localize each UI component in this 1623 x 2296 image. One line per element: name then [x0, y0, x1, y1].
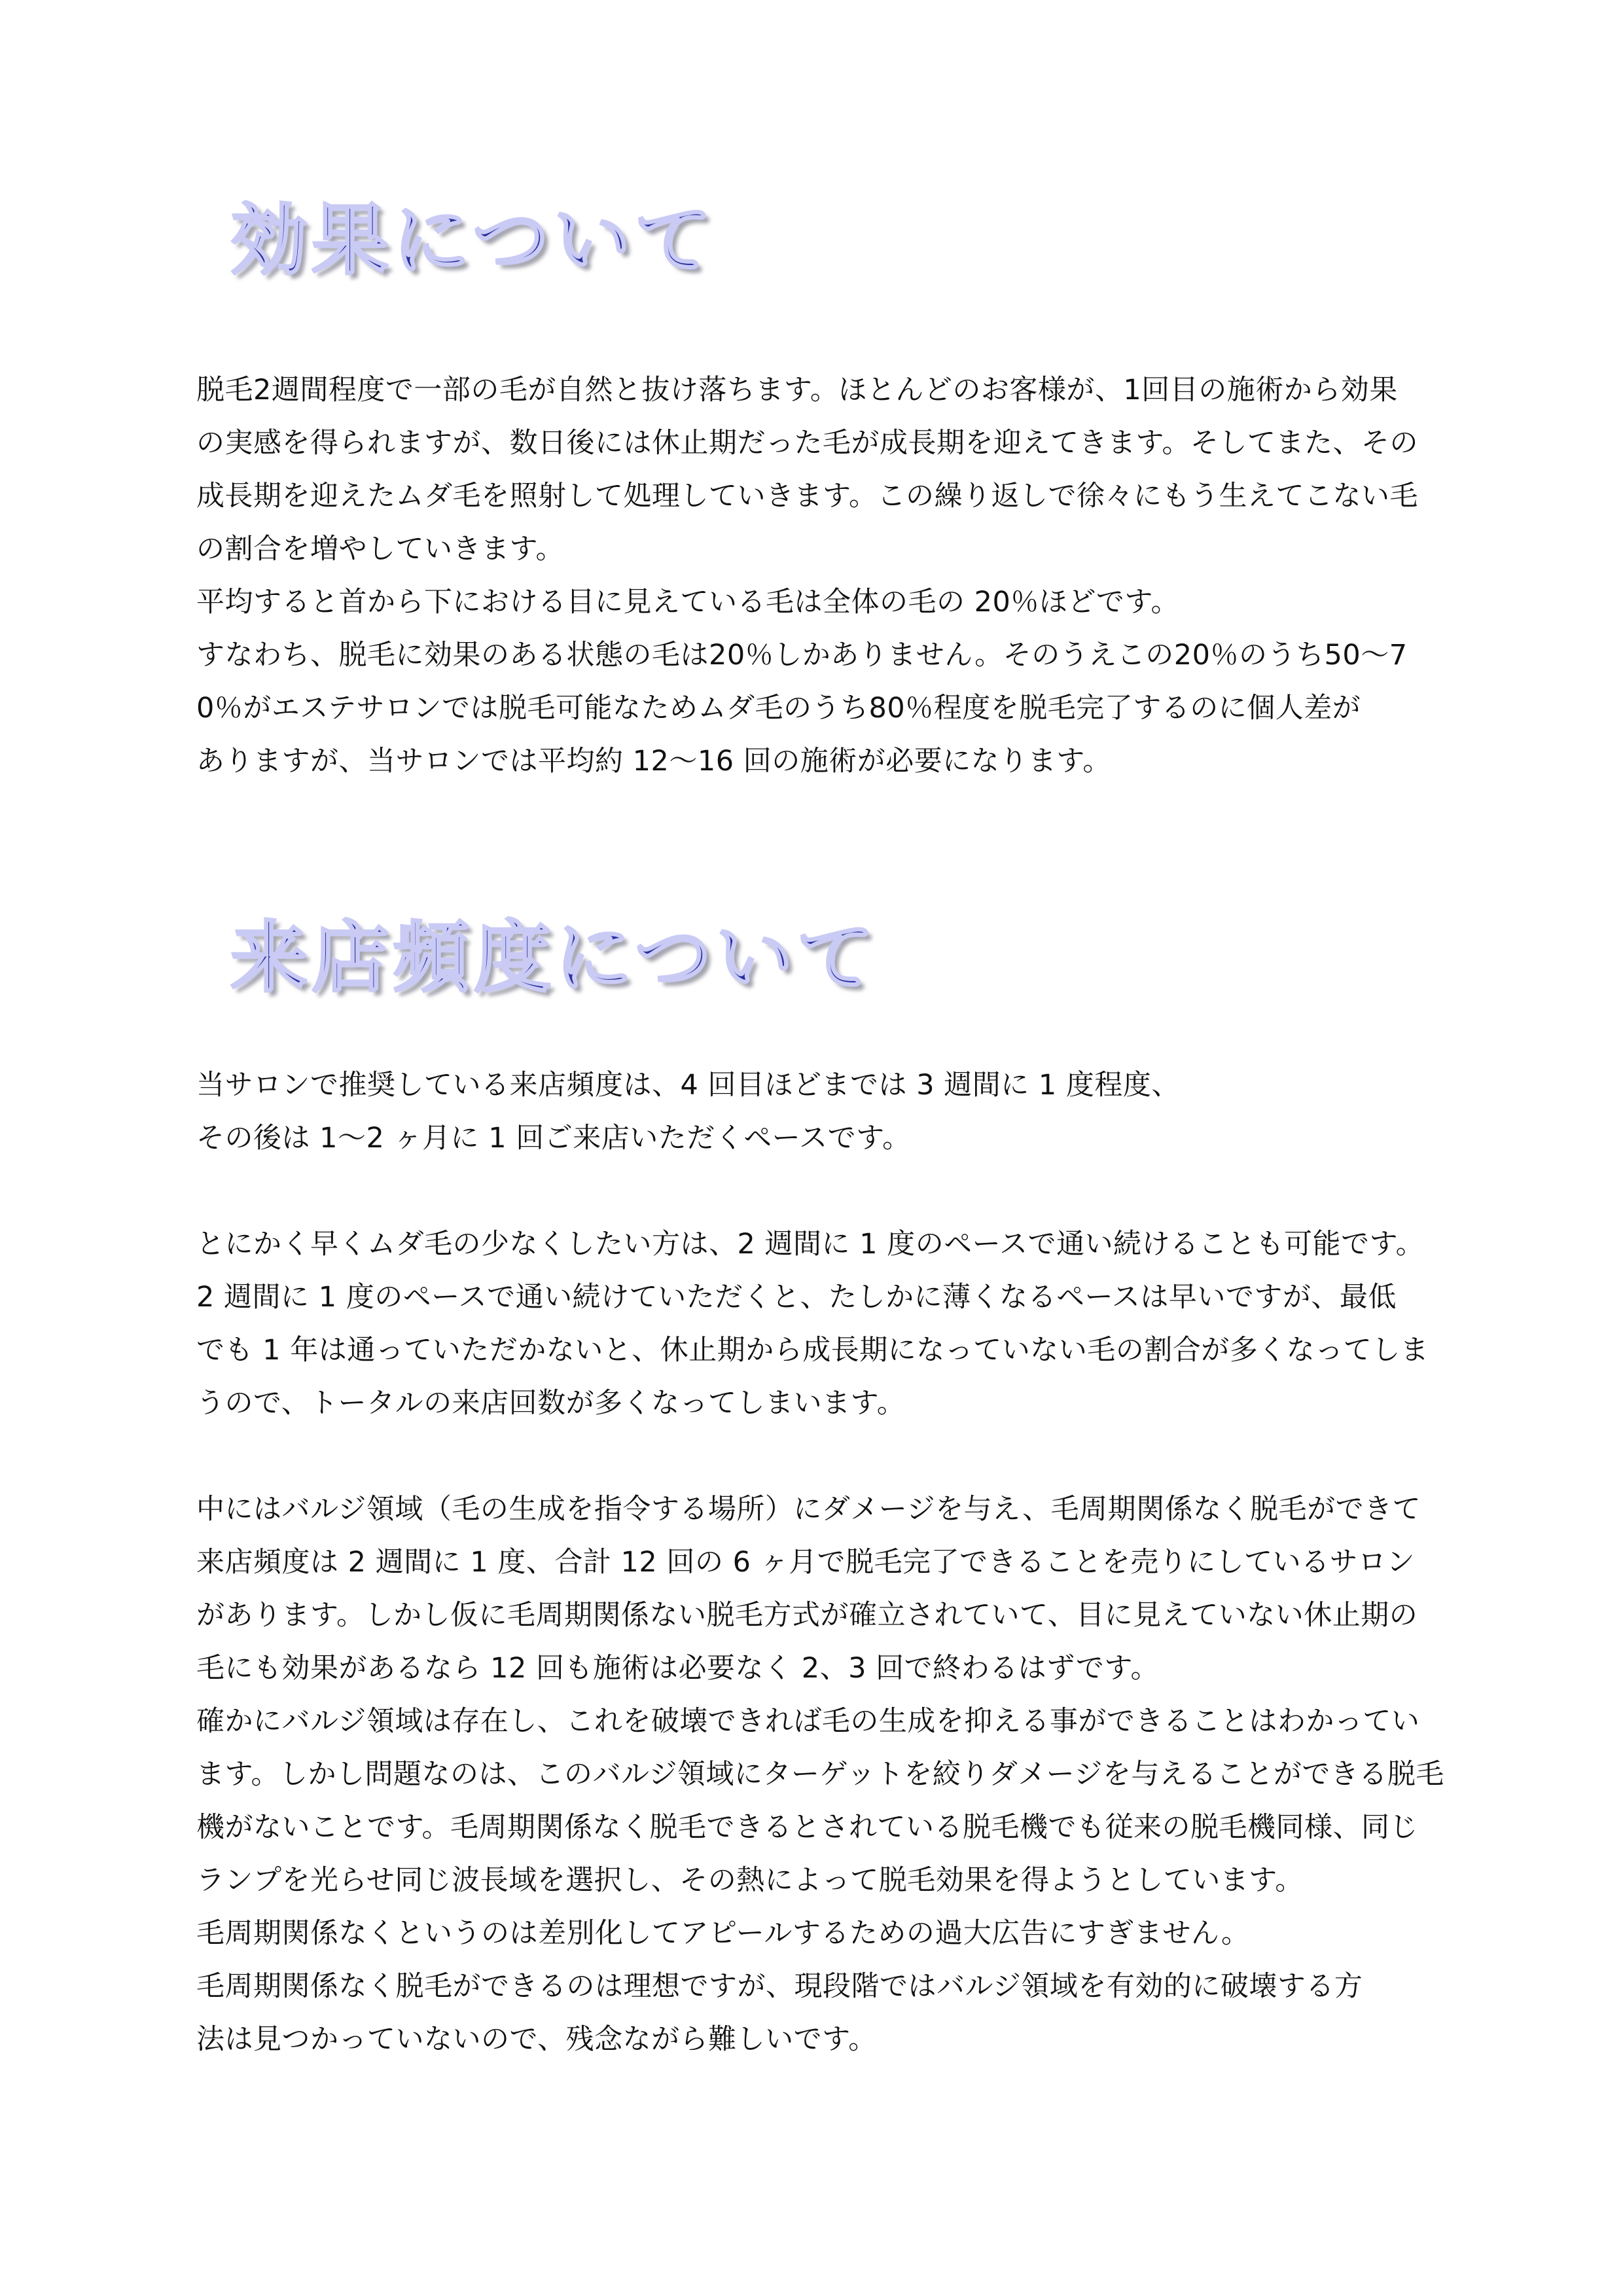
effects-section-body — [196, 364, 1476, 788]
body-line: 法は見つかっていないので、残念ながら難しいです。 — [196, 2023, 877, 2056]
visit-frequency-section-body — [196, 1059, 1476, 2066]
section-heading-visit-frequency: 来店頻度について — [230, 912, 878, 1003]
body-line: うので、トータルの来店回数が多くなってしまいます。 — [196, 1387, 906, 1420]
body-line: 0％がエステサロンでは脱毛可能なためムダ毛のうち80％程度を脱毛完了するのに個人差が — [196, 692, 1361, 725]
body-line: ランプを光らせ同じ波長域を選択し、その熱によって脱毛効果を得ようとしています。 — [196, 1864, 1304, 1897]
body-line: 2 週間に 1 度のペースで通い続けていただくと、たしかに薄くなるペースは早いですが、最低 — [196, 1281, 1397, 1314]
body-line: ありますが、当サロンでは平均約 12～16 回の施術が必要になります。 — [196, 745, 1111, 778]
body-line: すなわち、脱毛に効果のある状態の毛は20％しかありません。そのうえこの20％のうち50～7 — [196, 639, 1408, 672]
paragraph-gap — [196, 1430, 1476, 1483]
body-line: の実感を得られますが、数日後には休止期だった毛が成長期を迎えてきます。そしてまた、その — [196, 427, 1419, 459]
body-line: があります。しかし仮に毛周期関係ない脱毛方式が確立されていて、目に見えていない休止期の — [196, 1599, 1418, 1632]
body-line: 中にはバルジ領域（毛の生成を指令する場所）にダメージを与え、毛周期関係なく脱毛ができて — [196, 1493, 1421, 1526]
body-line: 確かにバルジ領域は存在し、これを破壊できれば毛の生成を抑える事ができることはわかってい — [196, 1705, 1420, 1738]
body-line: とにかく早くムダ毛の少なくしたい方は、2 週間に 1 度のペースで通い続けることも可能です。 — [196, 1228, 1425, 1261]
body-line: 成長期を迎えたムダ毛を照射して処理していきます。この繰り返しで徐々にもう生えてこない毛 — [196, 480, 1419, 512]
section-heading-effects: 効果について — [230, 195, 716, 285]
body-line: 平均すると首から下における目に見えている毛は全体の毛の 20％ほどです。 — [196, 586, 1179, 619]
body-line: その後は 1～2 ヶ月に 1 回ご来店いただくペースです。 — [196, 1122, 911, 1155]
body-line: 脱毛2週間程度で一部の毛が自然と抜け落ちます。ほとんどのお客様が、1回目の施術から効果 — [196, 374, 1398, 406]
body-line: ます。しかし問題なのは、このバルジ領域にターゲットを絞りダメージを与えることができる脱毛 — [196, 1758, 1444, 1791]
body-line: 機がないことです。毛周期関係なく脱毛できるとされている脱毛機でも従来の脱毛機同様、同じ — [196, 1811, 1419, 1844]
body-line: の割合を増やしていきます。 — [196, 533, 565, 565]
body-line: 毛にも効果があるなら 12 回も施術は必要なく 2、3 回で終わるはずです。 — [196, 1652, 1159, 1685]
body-line: 来店頻度は 2 週間に 1 度、合計 12 回の 6 ヶ月で脱毛完了できることを売りにしているサロン — [196, 1546, 1416, 1579]
paragraph-gap — [196, 1165, 1476, 1218]
body-line: でも 1 年は通っていただかないと、休止期から成長期になっていない毛の割合が多くなってしま — [196, 1334, 1429, 1367]
body-line: 毛周期関係なくというのは差別化してアピールするための過大広告にすぎません。 — [196, 1917, 1250, 1950]
body-line: 当サロンで推奨している来店頻度は、4 回目ほどまでは 3 週間に 1 度程度、 — [196, 1069, 1180, 1102]
body-line: 毛周期関係なく脱毛ができるのは理想ですが、現段階ではバルジ領域を有効的に破壊する方 — [196, 1970, 1363, 2003]
